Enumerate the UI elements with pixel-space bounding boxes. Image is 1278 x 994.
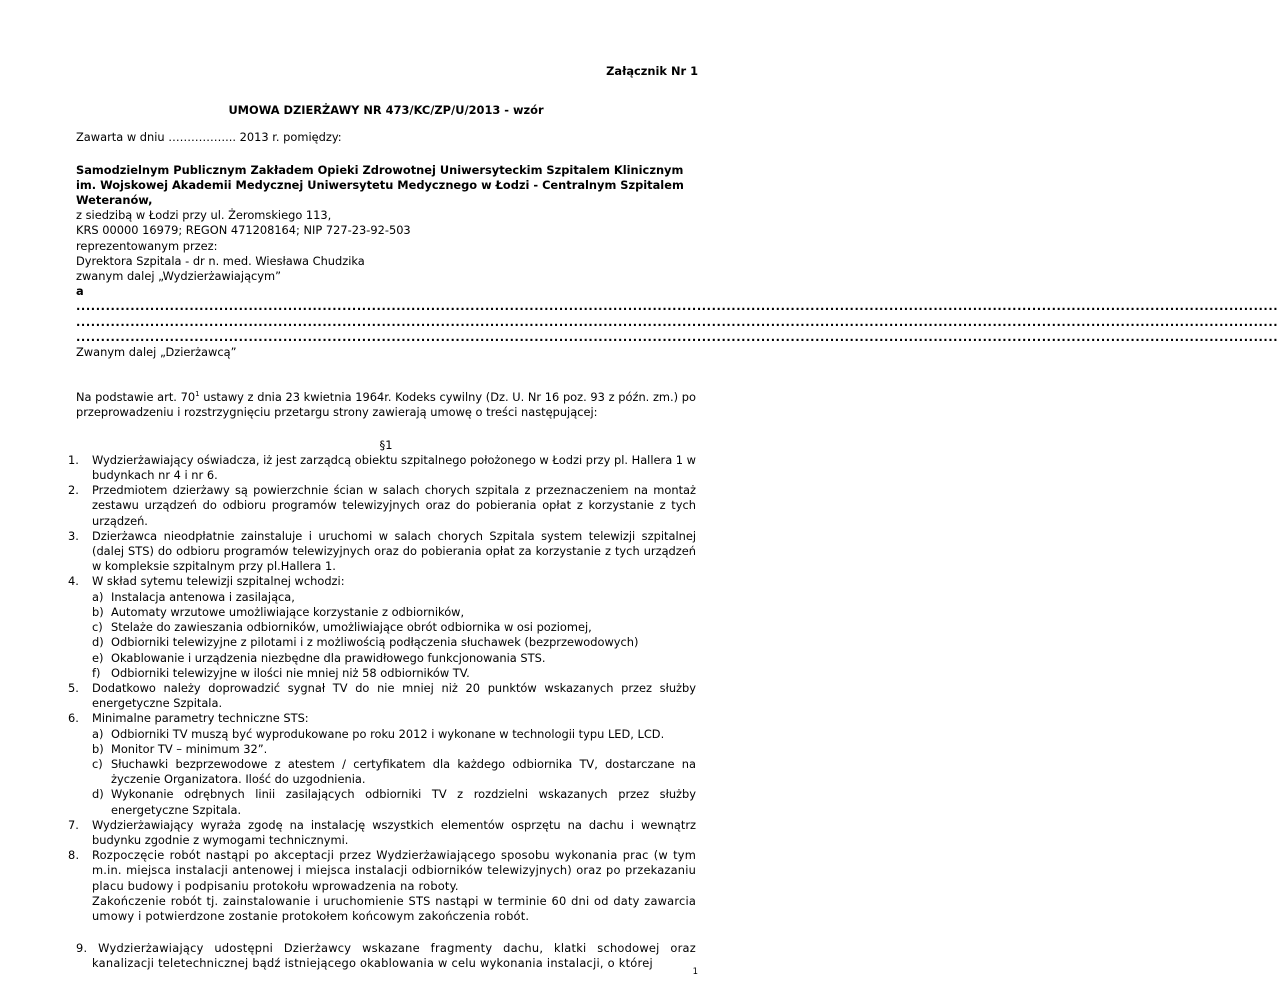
lessor-registry: KRS 00000 16979; REGON 471208164; NIP 727-23-92-503: [76, 223, 411, 238]
item-number: 2.: [68, 483, 79, 498]
item-number: 1.: [68, 452, 79, 467]
item-number: 7.: [68, 817, 79, 832]
sub-item-letter: e): [92, 650, 104, 665]
sub-item-text: Instalacja antenowa i zasilająca,: [111, 589, 295, 604]
item-number: 6.: [68, 711, 79, 726]
sub-item-text: Wykonanie odrębnych linii zasilających odbiorniki TV z rozdzielni wskazanych przez służby energetyczne Szpitala.: [111, 787, 696, 817]
lessor-represented: reprezentowanym przez:: [76, 238, 218, 253]
sub-list-item: [92, 590, 696, 605]
sub-item-letter: a): [92, 589, 104, 604]
item-text: Rozpoczęcie robót nastąpi po akceptacji przez Wydzierżawiającego sposobu wykonania prac (w tym m.in. miejsca instalacji antenowej i miejsca instalacji odbiorników telewizyjnych) oraz po przekazaniu placu budowy i podpisaniu protokołu wprowadzenia na roboty.: [92, 848, 696, 893]
lessor-name-line-2: im. Wojskowej Akademii Medycznej Uniwersytetu Medycznego w Łodzi - Centralnym Szpitalem: [76, 177, 684, 192]
item-9-text: 9. Wydzierżawiający udostępni Dzierżawcy wskazane fragmenty dachu, klatki schodowej oraz kanalizacji teletechnicznej bądź istniejącego okablowania w celu wykonania instalacji, o której: [76, 941, 696, 971]
list-item: [68, 680, 696, 711]
sub-list-item: [92, 742, 696, 757]
section-items: [68, 452, 696, 924]
page-number: 1: [692, 967, 698, 977]
sub-item-letter: d): [92, 635, 104, 650]
item-number: 3.: [68, 528, 79, 543]
item-number: 8.: [68, 848, 80, 863]
legal-basis-part-1: Na podstawie art. 70: [76, 390, 196, 405]
sub-item-text: Monitor TV – minimum 32”.: [111, 741, 268, 756]
legal-basis-superscript: 1: [195, 390, 200, 399]
sub-item-text: Okablowanie i urządzenia niezbędne dla prawidłowego funkcjonowania STS.: [111, 650, 546, 665]
lessor-address: z siedzibą w Łodzi przy ul. Żeromskiego 113,: [76, 208, 332, 223]
item-text: Dzierżawca nieodpłatnie zainstaluje i uruchomi w salach chorych Szpitala system telewizji szpitalnej (dalej STS) do odbioru programów telewizyjnych oraz do pobierania opłat za korzystanie z tych urządzeń w kompleksie szpitalnym przy pl.Hallera 1.: [92, 528, 696, 574]
sub-item-letter: f): [92, 665, 101, 680]
sub-item-letter: b): [92, 604, 104, 619]
list-item: [68, 848, 696, 924]
section-mark: §1: [379, 437, 393, 452]
sub-list-item: [92, 757, 696, 787]
item-text: Wydzierżawiający wyraża zgodę na instalację wszystkich elementów osprzętu na dachu i wewnątrz budynku zgodnie z wymogami technicznymi.: [92, 817, 696, 847]
sub-list: [92, 727, 696, 818]
lessee-blank-line-3: ....................................................................................................................................................................................................................................................: [76, 329, 1278, 344]
item-text: Dodatkowo należy doprowadzić sygnał TV do nie mniej niż 20 punktów wskazanych przez służby energetyczne Szpitala.: [92, 680, 696, 711]
lessor-name-line-3: Weteranów,: [76, 193, 153, 208]
lessor-name-line-1: Samodzielnym Publicznym Zakładem Opieki Zdrowotnej Uniwersyteckim Szpitalem Klinicznym: [76, 162, 684, 177]
sub-item-text: Odbiorniki telewizyjne w ilości nie mniej niż 58 odbiorników TV.: [111, 665, 470, 680]
sub-list-item: [92, 620, 696, 635]
sub-item-text: Odbiorniki TV muszą być wyprodukowane po roku 2012 i wykonane w technologii typu LED, LCD.: [111, 726, 665, 741]
sub-item-letter: d): [92, 787, 104, 802]
sub-item-letter: c): [92, 756, 103, 771]
lessee-blank-line-2: ....................................................................................................................................................................................................................................................: [76, 314, 1278, 329]
contract-title: UMOWA DZIERŻAWY NR 473/KC/ZP/U/2013 - wzór: [228, 103, 544, 118]
list-item: [68, 817, 696, 848]
list-item: [68, 711, 696, 817]
item-text: Wydzierżawiający oświadcza, iż jest zarządcą obiektu szpitalnego położonego w Łodzi przy pl. Hallera 1 w budynkach nr 4 i nr 6.: [92, 452, 696, 483]
lessor-called: zwanym dalej „Wydzierżawiającym”: [76, 269, 282, 284]
list-item: [68, 483, 696, 529]
conjunction-and: a: [76, 284, 84, 299]
list-item: [68, 574, 696, 680]
lessee-blank-line-1: ....................................................................................................................................................................................................................................................: [76, 299, 1278, 314]
sub-item-letter: c): [92, 620, 103, 635]
legal-basis-part-2: ustawy z dnia 23 kwietnia 1964r. Kodeks cywilny (Dz. U. Nr 16 poz. 93 z późn. zm.) po przeprowadzeniu i rozstrzygnięciu przetargu strony zawierają umowę o treści następującej:: [76, 390, 696, 420]
item-text: Przedmiotem dzierżawy są powierzchnie ścian w salach chorych szpitala z przeznaczeniem na montaż zestawu urządzeń do odbioru programów telewizyjnych oraz do pobierania opłat z korzystanie z tych urządzeń.: [92, 483, 696, 528]
sub-item-text: Automaty wrzutowe umożliwiające korzystanie z odbiorników,: [111, 604, 465, 619]
lessee-called: Zwanym dalej „Dzierżawcą”: [76, 345, 237, 360]
sub-list: [92, 590, 696, 681]
lessor-director: Dyrektora Szpitala - dr n. med. Wiesława Chudzika: [76, 253, 365, 268]
attachment-label: Załącznik Nr 1: [606, 64, 698, 78]
item-text: Minimalne parametry techniczne STS:: [92, 711, 309, 726]
sub-item-letter: a): [92, 726, 104, 741]
concluded-line: Zawarta w dniu ……………... 2013 r. pomiędzy:: [76, 130, 342, 145]
sub-list-item: [92, 727, 696, 742]
item-extra-text: Zakończenie robót tj. zainstalowanie i uruchomienie STS nastąpi w terminie 60 dni od daty zawarcia umowy i potwierdzone zostanie protokołem końcowym zakończenia robót.: [92, 893, 696, 923]
item-number: 4.: [68, 574, 79, 589]
sub-list-item: [92, 651, 696, 666]
sub-item-text: Stelaże do zawieszania odbiorników, umożliwiające obrót odbiornika w osi poziomej,: [111, 620, 592, 635]
sub-list-item: [92, 666, 696, 681]
sub-item-letter: b): [92, 741, 104, 756]
sub-list-item: [92, 635, 696, 650]
sub-item-text: Słuchawki bezprzewodowe z atestem / certyfikatem dla każdego odbiornika TV, dostarczane na życzenie Organizatora. Ilość do uzgodnienia.: [111, 756, 696, 787]
item-text: W skład sytemu telewizji szpitalnej wchodzi:: [92, 574, 345, 589]
sub-list-item: [92, 605, 696, 620]
list-item: [68, 528, 696, 575]
legal-basis: [76, 390, 696, 420]
item-number: 5.: [68, 680, 79, 695]
list-item: [68, 452, 696, 483]
sub-list-item: [92, 787, 696, 817]
sub-item-text: Odbiorniki telewizyjne z pilotami i z możliwością podłączenia słuchawek (bezprzewodowych): [111, 635, 639, 650]
